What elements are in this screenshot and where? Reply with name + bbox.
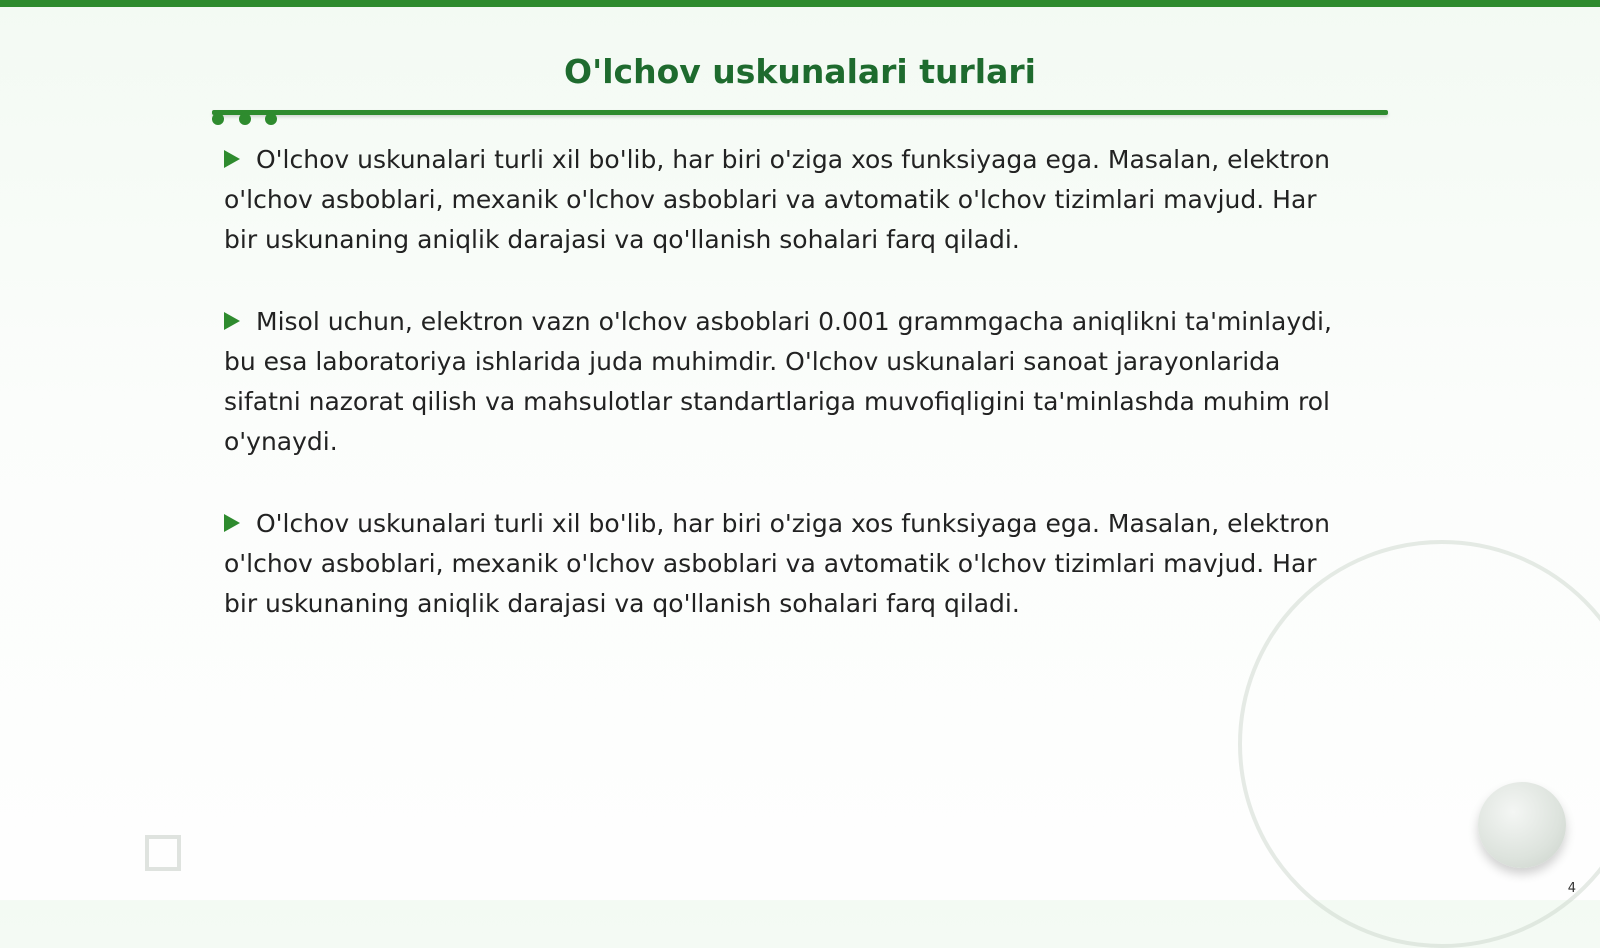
decorative-sphere bbox=[1478, 782, 1566, 868]
underline-dot-3 bbox=[265, 113, 277, 125]
triangle-right-icon bbox=[224, 514, 240, 532]
bullet-item-2 bbox=[224, 302, 1354, 462]
top-accent-bar bbox=[0, 0, 1600, 7]
title-underline bbox=[212, 110, 1388, 115]
bullet-text-3: O'lchov uskunalari turli xil bo'lib, har biri o'ziga xos funksiyaga ega. Masalan, elektron o'lchov asboblari, mexanik o'lchov asboblari va avtomatik o'lchov tizimlari mavjud. Har bir uskunaning aniqlik darajasi va qo'llanish sohalari farq qiladi. bbox=[224, 509, 1331, 618]
triangle-right-icon bbox=[224, 312, 240, 330]
slide-title: O'lchov uskunalari turlari bbox=[564, 52, 1036, 91]
underline-dot-2 bbox=[239, 113, 251, 125]
decorative-square bbox=[145, 835, 181, 871]
bullet-text-1: O'lchov uskunalari turli xil bo'lib, har biri o'ziga xos funksiyaga ega. Masalan, elektron o'lchov asboblari, mexanik o'lchov asboblari va avtomatik o'lchov tizimlari mavjud. Har bir uskunaning aniqlik darajasi va qo'llanish sohalari farq qiladi. bbox=[224, 145, 1331, 254]
bullet-item-1 bbox=[224, 140, 1354, 260]
underline-dot-1 bbox=[212, 113, 224, 125]
bullet-text-2: Misol uchun, elektron vazn o'lchov asboblari 0.001 grammgacha aniqlikni ta'minlaydi, bu esa laboratoriya ishlarida juda muhimdir. O'lchov uskunalari sanoat jarayonlarida sifatni nazorat qilish va mahsulotlar standartlariga muvofiqligini ta'minlashda muhim rol o'ynaydi. bbox=[224, 307, 1332, 456]
bullet-item-3 bbox=[224, 504, 1354, 624]
triangle-right-icon bbox=[224, 150, 240, 168]
bullet-list bbox=[224, 140, 1354, 666]
page-number: 4 bbox=[1567, 881, 1576, 896]
